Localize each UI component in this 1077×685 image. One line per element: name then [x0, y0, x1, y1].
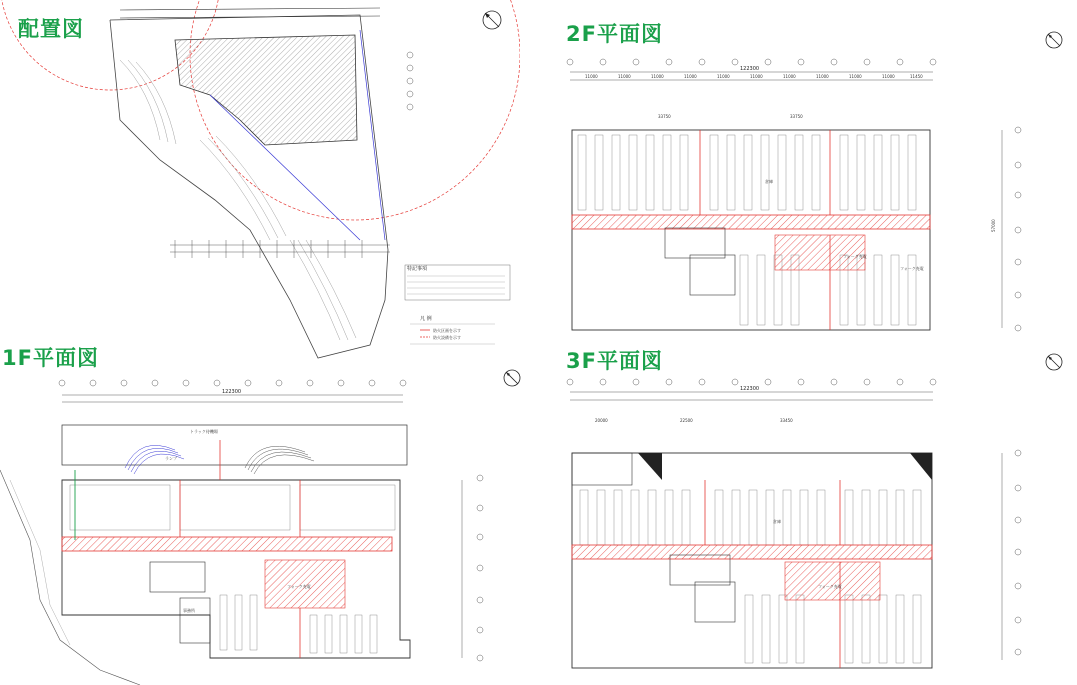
total-width-dim: 122300 [222, 389, 242, 395]
fire-compartment [785, 562, 880, 600]
depth-dim: 57000 [991, 219, 996, 232]
site-plan-title: 配置図 [18, 17, 84, 41]
stair-ramp [910, 453, 932, 480]
total-width-dim: 122300 [740, 386, 760, 392]
span-dim: 33750 [790, 114, 803, 119]
span-dim: 20000 [595, 418, 608, 423]
site-grid [170, 240, 390, 258]
span-dim: 22500 [680, 418, 693, 423]
floor3-plan-panel [540, 340, 1077, 685]
office-block [690, 255, 735, 295]
stair-ramp [638, 453, 662, 480]
office-block [572, 453, 632, 485]
core-stair [150, 562, 205, 592]
fire-compartment [572, 545, 932, 559]
span-dim: 33750 [658, 114, 671, 119]
core-stair [670, 555, 730, 585]
warehouse-label: 倉庫 [773, 519, 781, 524]
fork-label: フォーク充電 [900, 266, 924, 271]
fork-label: フォーク充電 [287, 584, 311, 589]
site-plan-panel [0, 0, 520, 370]
legend-item-1: 防火区画を示す [433, 328, 461, 333]
dock-bays [70, 485, 395, 530]
building-outline [572, 130, 930, 330]
fork-label: フォーク充電 [818, 584, 842, 589]
office-label: 事務所 [183, 608, 195, 613]
north-arrow-icon [1046, 32, 1062, 48]
bay-dim: 11000 [816, 74, 829, 79]
total-width-dim: 122300 [740, 66, 760, 72]
bay-dim: 11000 [651, 74, 664, 79]
floor2-plan-panel [540, 0, 1077, 340]
rack-rows [578, 135, 916, 325]
berth-label: トラック待機場 [190, 429, 218, 434]
bay-dim: 11000 [750, 74, 763, 79]
north-arrow-icon [1046, 354, 1062, 370]
grid-bubbles [1015, 127, 1021, 331]
core-stair [665, 228, 725, 258]
grid-bubbles [567, 59, 936, 65]
grid-bubbles [567, 379, 936, 385]
ramp-label: ランプ [165, 456, 177, 461]
grid-bubbles [1015, 450, 1021, 655]
floor1-drawing [0, 340, 540, 685]
grid-bubbles [477, 475, 483, 661]
notes-title: 特記事項 [407, 266, 428, 272]
fork-label: フォーク充電 [843, 254, 867, 259]
road-line [120, 8, 380, 10]
grid-bubbles [407, 52, 413, 110]
north-arrow-icon [483, 11, 501, 29]
office-block [695, 582, 735, 622]
ramp-spiral [245, 446, 314, 474]
site-plan-drawing [0, 0, 520, 370]
fire-compartment [775, 235, 865, 270]
notes-box [405, 265, 510, 300]
warehouse-label: 倉庫 [765, 179, 773, 184]
span-dim: 33450 [780, 418, 793, 423]
grid-bubbles [59, 380, 406, 386]
floor2-drawing [540, 0, 1077, 340]
floor3-drawing [540, 340, 1077, 685]
bay-dim: 11450 [910, 74, 923, 79]
bay-dim: 11000 [882, 74, 895, 79]
floor1-title: 1F平面図 [2, 346, 99, 370]
floor2-title: 2F平面図 [566, 22, 663, 46]
north-arrow-icon [504, 370, 520, 386]
bay-dim: 11000 [849, 74, 862, 79]
bay-dim: 11000 [684, 74, 697, 79]
road-line [120, 16, 380, 18]
building-footprint [175, 35, 357, 145]
office-block [180, 598, 210, 643]
legend-title: 凡 例 [420, 316, 432, 322]
legend-item-2: 防火設備を示す [433, 335, 461, 340]
fire-compartment [62, 537, 392, 551]
site-edge [10, 480, 70, 645]
bay-dim: 11000 [618, 74, 631, 79]
boundary-line [360, 30, 385, 240]
bay-dim: 11000 [783, 74, 796, 79]
bay-dim: 11000 [585, 74, 598, 79]
truck-berth [62, 425, 407, 465]
building-outline [62, 480, 410, 658]
fire-compartment [572, 215, 930, 229]
floor1-plan-panel [0, 340, 540, 685]
bay-dim: 11000 [717, 74, 730, 79]
floor3-title: 3F平面図 [566, 349, 663, 373]
